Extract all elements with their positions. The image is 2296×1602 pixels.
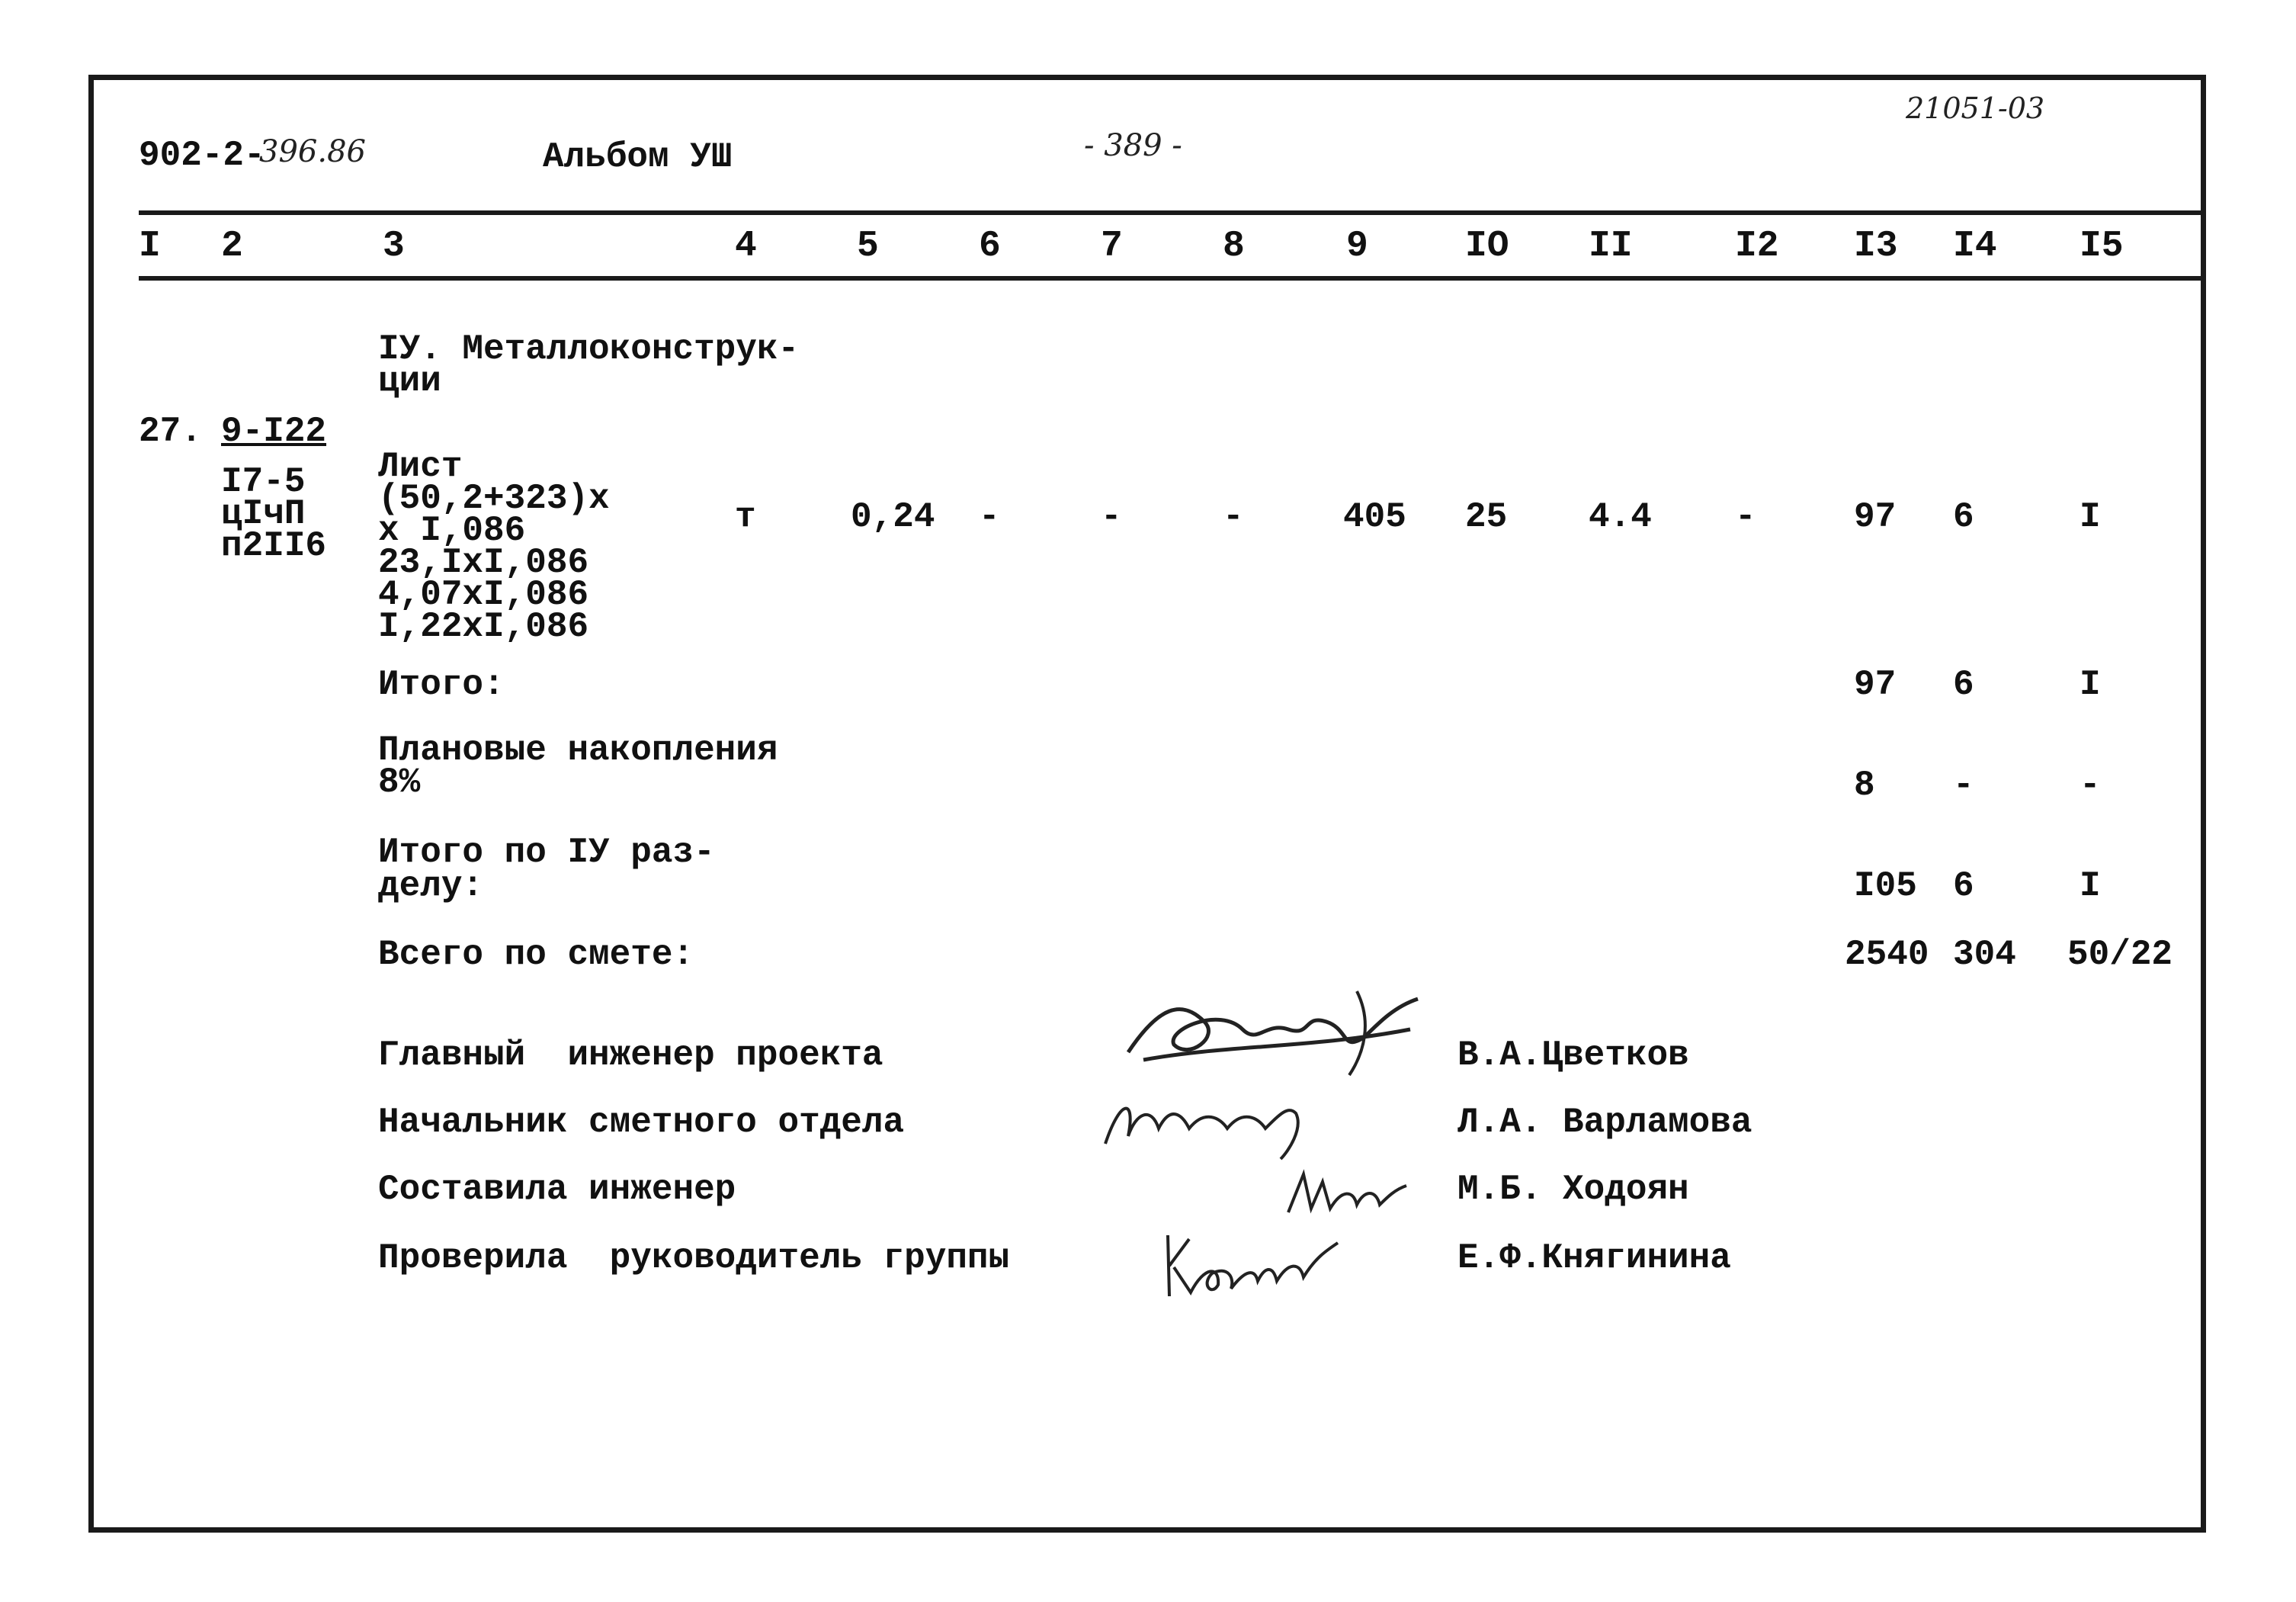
handwritten-signature-4	[1159, 1220, 1357, 1304]
col-10: IO	[1465, 226, 1509, 267]
signature-name-2: Л.А. Варламова	[1457, 1103, 1752, 1142]
doc-code: 902-2-	[139, 136, 265, 175]
header-rule-bottom	[139, 276, 2205, 281]
signature-role-3: Составила инженер	[378, 1170, 736, 1209]
row-number: 27.	[139, 412, 202, 451]
stamp-number: 21051-03	[1906, 91, 2045, 125]
page-number: - 389 -	[1084, 128, 1182, 163]
row-c9: 405	[1343, 497, 1406, 537]
col-13: I3	[1854, 226, 1898, 267]
row-code-4: п2II6	[221, 526, 327, 566]
doc-code-handwritten: 396.86	[259, 134, 366, 169]
section-total-c15: I	[2080, 866, 2101, 906]
grand-total-c13: 2540	[1845, 935, 1929, 974]
col-15: I5	[2080, 226, 2124, 267]
row-c7: -	[1101, 497, 1122, 537]
grand-total-label: Всего по смете:	[378, 935, 694, 974]
signature-role-1: Главный инженер проекта	[378, 1035, 883, 1075]
subtotal-label: Итого:	[378, 665, 505, 705]
signature-name-4: Е.Ф.Княгинина	[1457, 1238, 1731, 1278]
col-2: 2	[221, 226, 243, 267]
col-4: 4	[735, 226, 757, 267]
col-8: 8	[1223, 226, 1245, 267]
section-title-line2: ции	[378, 361, 441, 401]
row-c13: 97	[1854, 497, 1897, 537]
row-code-1: 9-I22	[221, 412, 327, 451]
planned-c13: 8	[1854, 766, 1875, 805]
signature-role-2: Начальник сметного отдела	[378, 1103, 905, 1142]
handwritten-signature-1	[1113, 976, 1433, 1083]
section-title-line1: IУ. Металлоконструк-	[378, 329, 800, 369]
row-c12: -	[1735, 497, 1756, 537]
section-total-c14: 6	[1953, 866, 1974, 906]
grand-total-c15: 50/22	[2067, 935, 2173, 974]
row-code-3: цIчП	[221, 494, 306, 534]
row-c10: 25	[1465, 497, 1508, 537]
col-9: 9	[1346, 226, 1368, 267]
section-total-c13: I05	[1854, 866, 1917, 906]
subtotal-c13: 97	[1854, 665, 1897, 705]
planned-label-2: 8%	[378, 762, 421, 802]
planned-c14: -	[1953, 766, 1974, 805]
subtotal-c15: I	[2080, 665, 2101, 705]
section-total-label-2: делу:	[378, 866, 484, 906]
row-desc-3: x I,086	[378, 511, 526, 551]
col-14: I4	[1953, 226, 1997, 267]
row-desc-5: 4,07xI,086	[378, 575, 589, 615]
row-c6: -	[979, 497, 1000, 537]
row-qty: 0,24	[851, 497, 935, 537]
subtotal-c14: 6	[1953, 665, 1974, 705]
header-rule-top	[139, 210, 2205, 215]
signature-role-4: Проверила руководитель группы	[378, 1238, 1010, 1278]
col-3: 3	[383, 226, 405, 267]
album-label: Альбом УШ	[543, 137, 733, 177]
row-desc-4: 23,IxI,086	[378, 543, 589, 583]
section-total-label-1: Итого по IУ раз-	[378, 833, 715, 872]
col-11: II	[1589, 226, 1633, 267]
row-unit: т	[735, 497, 756, 537]
row-desc-1: Лист	[378, 447, 463, 486]
handwritten-signature-3	[1281, 1167, 1418, 1228]
row-desc-6: I,22xI,086	[378, 607, 589, 647]
planned-c15: -	[2080, 766, 2101, 805]
col-6: 6	[979, 226, 1001, 267]
page-border	[88, 75, 2206, 1533]
row-desc-2: (50,2+323)x	[378, 479, 610, 518]
col-7: 7	[1101, 226, 1123, 267]
row-code-2: I7-5	[221, 462, 306, 502]
row-c11: 4.4	[1589, 497, 1652, 537]
col-1: I	[139, 226, 161, 267]
signature-name-1: В.А.Цветков	[1457, 1035, 1689, 1075]
grand-total-c14: 304	[1953, 935, 2016, 974]
row-c8: -	[1223, 497, 1244, 537]
planned-label-1: Плановые накопления	[378, 730, 778, 770]
row-c14: 6	[1953, 497, 1974, 537]
col-12: I2	[1735, 226, 1779, 267]
signature-name-3: М.Б. Ходоян	[1457, 1170, 1689, 1209]
col-5: 5	[857, 226, 879, 267]
handwritten-signature-2	[1098, 1083, 1342, 1167]
row-c15: I	[2080, 497, 2101, 537]
